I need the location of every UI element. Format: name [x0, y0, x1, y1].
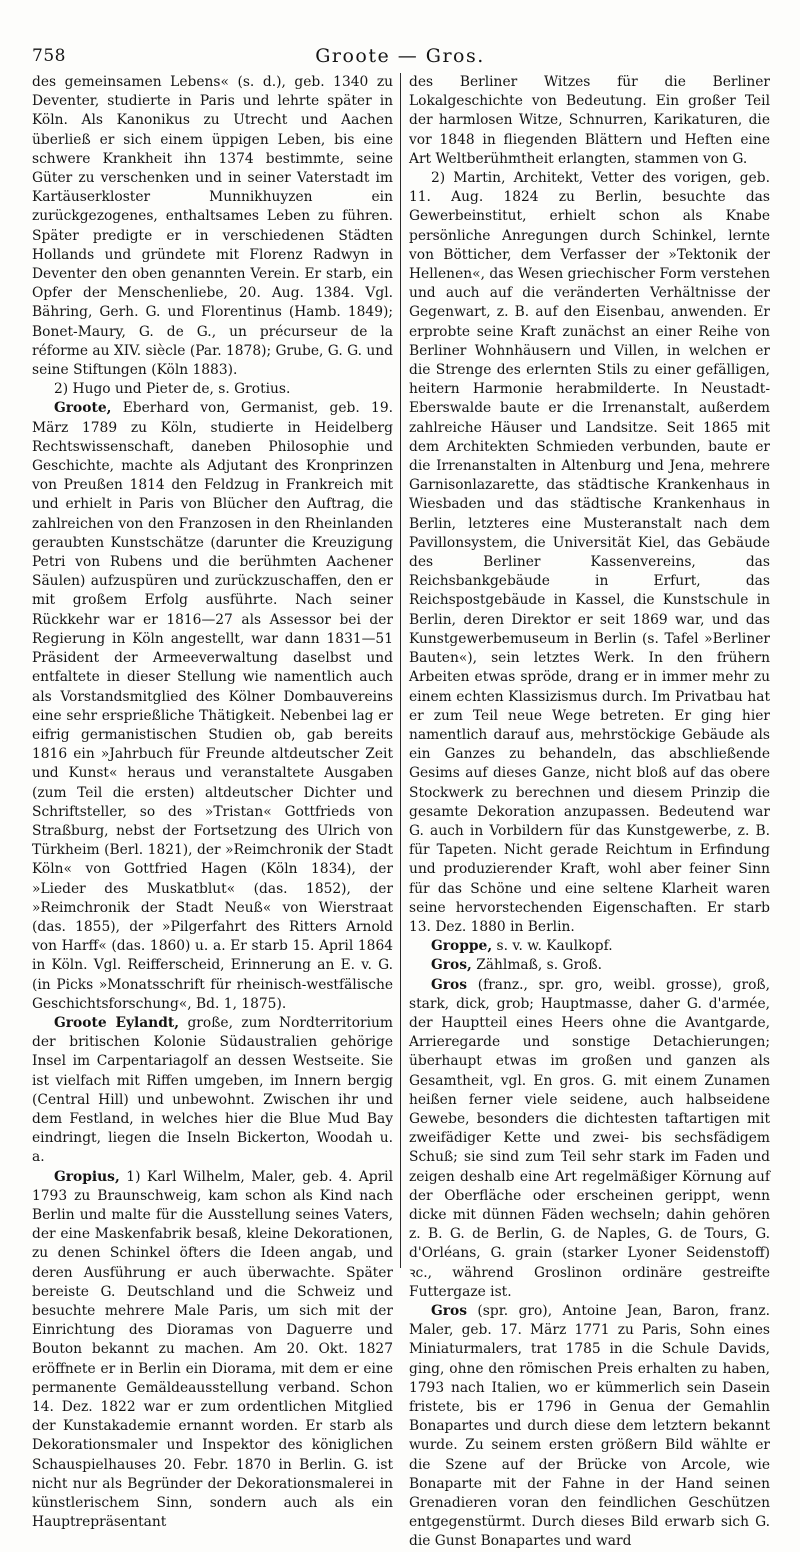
- entry-text: Zählmaß, s. Groß.: [471, 957, 602, 974]
- entry-text: des gemeinsamen Lebens« (s. d.), geb. 1340 zu Deventer, studierte in Paris und lehrte später in Köln. Als Kanonikus zu Utrecht und Aachen überließ er sich einem üppigen Leben, bis eine schwere Krankheit ihn 1374 bestimmte, seine Güter zu verschenken und in seiner Vaterstadt im Kartäuserkloster Munnikhuyzen ein zurückgezogenes, enthaltsames Leben zu führen. Später predigte er in verschiedenen Städten Hollands und gründete mit Florenz Radwyn in Deventer den oben genannten Verein. Er starb, ein Opfer der Menschenliebe, 20. Aug. 1384. Vgl. Bähring, Gerh. G. und Florentinus (Hamb. 1849); Bonet-Maury, G. de G., un précurseur de la réforme au XIV. siècle (Par. 1878); Grube, G. G. und seine Stiftungen (Köln 1883).: [32, 74, 393, 379]
- entry-text: Eberhard von, Germanist, geb. 19. März 1789 zu Köln, studierte in Heidelberg Rechtswissenschaft, daneben Philosophie und Geschichte, machte als Adjutant des Kronprinzen von Preußen 1814 den Feldzug in Frankreich mit und erhielt in Paris von Blücher den Auftrag, die zahlreichen von den Franzosen in den Rheinlanden geraubten Kunstschätze (darunter die Kreuzigung Petri von Rubens und die berühmten Aachener Säulen) aufzuspüren und zurückzuschaffen, den er mit großem Erfolg ausführte. Nach seiner Rückkehr war er 1816—27 als Assessor bei der Regierung in Köln angestellt, war dann 1831—51 Präsident der Armeeverwaltung daselbst und entfaltete in dieser Stellung wie namentlich auch als Vorstandsmitglied des Kölner Dombauvereins eine sehr ersprießliche Thätigkeit. Nebenbei lag er eifrig germanistischen Studien ob, gab bereits 1816 ein »Jahrbuch für Freunde altdeutscher Zeit und Kunst« heraus und veranstaltete Ausgaben (zum Teil die ersten) altdeutscher Dichter und Schriftsteller, so des »Tristan« Gottfrieds von Straßburg, nebst der Fortsetzung des Ulrich von Türkheim (Berl. 1821), der »Reimchronik der Stadt Köln« von Gottfried Hagen (Köln 1834), der »Lieder des Muskatblut« (das. 1852), der »Reimchronik der Stadt Neuß« von Wierstraat (das. 1855), der »Pilgerfahrt des Ritters Arnold von Harff« (das. 1860) u. a. Er starb 15. April 1864 in Köln. Vgl. Reifferscheid, Erinnerung an E. v. G. (in Picks »Monatsschrift für rheinisch-westfälische Geschichtsforschung«, Bd. 1, 1875).: [32, 400, 393, 1012]
- dictionary-entry: [32, 1014, 393, 1168]
- entry-headword: Groppe,: [431, 938, 493, 955]
- entry-paragraph: [409, 73, 770, 169]
- entry-headword: Gros,: [431, 957, 472, 974]
- running-head: Groote — Gros.: [315, 45, 485, 67]
- column-rule: [400, 73, 401, 1268]
- entry-headword: Gros: [431, 976, 468, 993]
- entry-text: 2) Hugo und Pieter de, s. Grotius.: [54, 381, 291, 398]
- entry-headword: Groote,: [54, 400, 112, 417]
- dictionary-entry: [409, 1302, 770, 1552]
- dictionary-entry: [409, 976, 770, 1302]
- dictionary-entry: [409, 937, 770, 956]
- entry-text: (spr. gro), Antoine Jean, Baron, franz. Maler, geb. 17. März 1771 zu Paris, Sohn eines Miniaturmalers, trat 1785 in die Schule Davids, ging, ohne den römischen Preis erhalten zu haben, 1793 nach Italien, wo er kümmerlich sein Dasein fristete, bis er 1796 in Genua der Gemahlin Bonapartes und durch diese dem letztern bekannt wurde. Zu seinem ersten größern Bild wählte er die Szene auf der Brücke von Arcole, wie Bonaparte mit der Fahne in der Hand seinen Grenadieren voran den feindlichen Geschützen entgegenstürmt. Durch dieses Bild erwarb sich G. die Gunst Bonapartes und ward: [409, 1303, 770, 1550]
- right-column: [409, 73, 770, 1550]
- entry-text: 1) Karl Wilhelm, Maler, geb. 4. April 1793 zu Braunschweig, kam schon als Kind nach Berlin und malte für die Ausstellung seines Vaters, der eine Maskenfabrik besaß, kleine Dekorationen, zu denen Schinkel öfters die Ideen angab, und deren Ausführung er auch überwachte. Später bereiste G. Deutschland und die Schweiz und besuchte mehrere Male Paris, um sich mit der Einrichtung des Dioramas von Daguerre und Bouton bekannt zu machen. Am 20. Okt. 1827 eröffnete er in Berlin ein Diorama, mit dem er eine permanente Gemäldeausstellung verband. Schon 14. Dez. 1822 war er zum ordentlichen Mitglied der Kunstakademie ernannt worden. Er starb als Dekorationsmaler und Inspektor des königlichen Schauspielhauses 20. Febr. 1870 in Berlin. G. ist nicht nur als Begründer der Dekorationsmalerei in künstlerischem Sinn, sondern auch als ein Hauptrepräsentant: [32, 1168, 393, 1531]
- entry-text: des Berliner Witzes für die Berliner Lokalgeschichte von Bedeutung. Ein großer Teil der harmlosen Witze, Schnurren, Karikaturen, die vor 1848 in fliegenden Blättern und Heften eine Art Weltberühmtheit erlangten, stammen von G.: [409, 74, 770, 167]
- dictionary-entry: [32, 399, 393, 1014]
- entry-headword: Groote Eylandt,: [54, 1014, 180, 1031]
- entry-text: große, zum Nordterritorium der britischen Kolonie Südaustralien gehörige Insel im Carpentariagolf an dessen Westseite. Sie ist vielfach mit Riffen umgeben, im Innern bergig (Central Hill) und unbewohnt. Zwischen ihr und dem Festland, in welches hier die Blue Mud Bay eindringt, liegen die Inseln Bickerton, Woodah u. a.: [32, 1014, 394, 1166]
- entry-text: 2) Martin, Architekt, Vetter des vorigen, geb. 11. Aug. 1824 zu Berlin, besuchte das Gewerbeinstitut, erhielt schon als Knabe persönliche Anregungen durch Schinkel, lernte von Bötticher, dem Verfasser der »Tektonik der Hellenen«, das Wesen griechischer Form verstehen und auch auf die veränderten Verhältnisse der Gegenwart, z. B. auf den Eisenbau, anwenden. Er erprobte seine Kraft zunächst an einer Reihe von Berliner Wohnhäusern und Villen, in welchen er die Strenge des erlernten Stils zu einer gefälligen, heitern Harmonie herabmilderte. In Neustadt-Eberswalde baute er die Irrenanstalt, außerdem zahlreiche Häuser und Landsitze. Seit 1865 mit dem Architekten Schmieden verbunden, baute er die Irrenanstalten in Altenburg und Jena, mehrere Garnisonlazarette, das städtische Krankenhaus in Wiesbaden und das städtische Krankenhaus in Berlin, letzteres eine Musteranstalt nach dem Pavillonsystem, die Universität Kiel, das Gebäude des Berliner Kassenvereins, das Reichsbankgebäude in Erfurt, das Reichspostgebäude in Kassel, die Kunstschule in Berlin, deren Direktor er seit 1869 war, und das Kunstgewerbemuseum in Berlin (s. Tafel »Berliner Bauten«), sein letztes Werk. In den frühern Arbeiten etwas spröde, drang er in immer mehr zu einem echten Klassizismus durch. Im Privatbau hat er zum Teil neue Wege betreten. Er ging hier namentlich darauf aus, mehrstöckige Gebäude als ein Ganzes zu behandeln, das abschließende Gesims auf dieses Ganze, nicht bloß auf das obere Stockwerk zu berechnen und diesem Prinzip die gesamte Dekoration anzupassen. Bedeutend war G. auch in Vorbildern für das Kunstgewerbe, z. B. für Tapeten. Nicht gerade Reichtum in Erfindung und produzierender Kraft, wohl aber feiner Sinn für das Schöne und eine seltene Klarheit waren seine hervorstechenden Eigenschaften. Er starb 13. Dez. 1880 in Berlin.: [409, 170, 770, 935]
- entry-paragraph: [32, 73, 393, 380]
- entry-paragraph: [32, 380, 393, 399]
- entry-text: s. v. w. Kaulkopf.: [492, 938, 613, 955]
- dictionary-entry: [32, 1168, 393, 1533]
- left-column: [32, 73, 394, 1531]
- dictionary-entry: [409, 956, 770, 975]
- entry-text: (franz., spr. gro, weibl. grosse), groß, stark, dick, grob; Hauptmasse, daher G. d'armée, der Hauptteil eines Heers ohne die Avantgarde, Arrieregarde und sonstige Detachierungen; überhaupt etwas im großen und ganzen als Gesamtheit, vgl. En gros. G. mit einem Zunamen heißen ferner viele seidene, auch halbseidene Gewebe, besonders die dichtesten taftartigen mit zweifädiger Kette und zwei- bis sechsfädigem Schuß; sie sind zum Teil sehr stark im Faden und zeigen deshalb eine Art regelmäßiger Körnung auf der Oberfläche oder erscheinen gerippt, wenn dicke mit dünnen Fäden wechseln; dahin gehören z. B. G. de Berlin, G. de Naples, G. de Tours, G. d'Orléans, G. grain (starker Lyoner Seidenstoff) ꝛc., während Groslinon ordinäre gestreifte Futtergaze ist.: [409, 976, 770, 1300]
- entry-headword: Gropius,: [54, 1168, 120, 1185]
- page-number: 758: [32, 46, 66, 66]
- entry-headword: Gros: [431, 1303, 468, 1319]
- entry-paragraph: [409, 169, 770, 937]
